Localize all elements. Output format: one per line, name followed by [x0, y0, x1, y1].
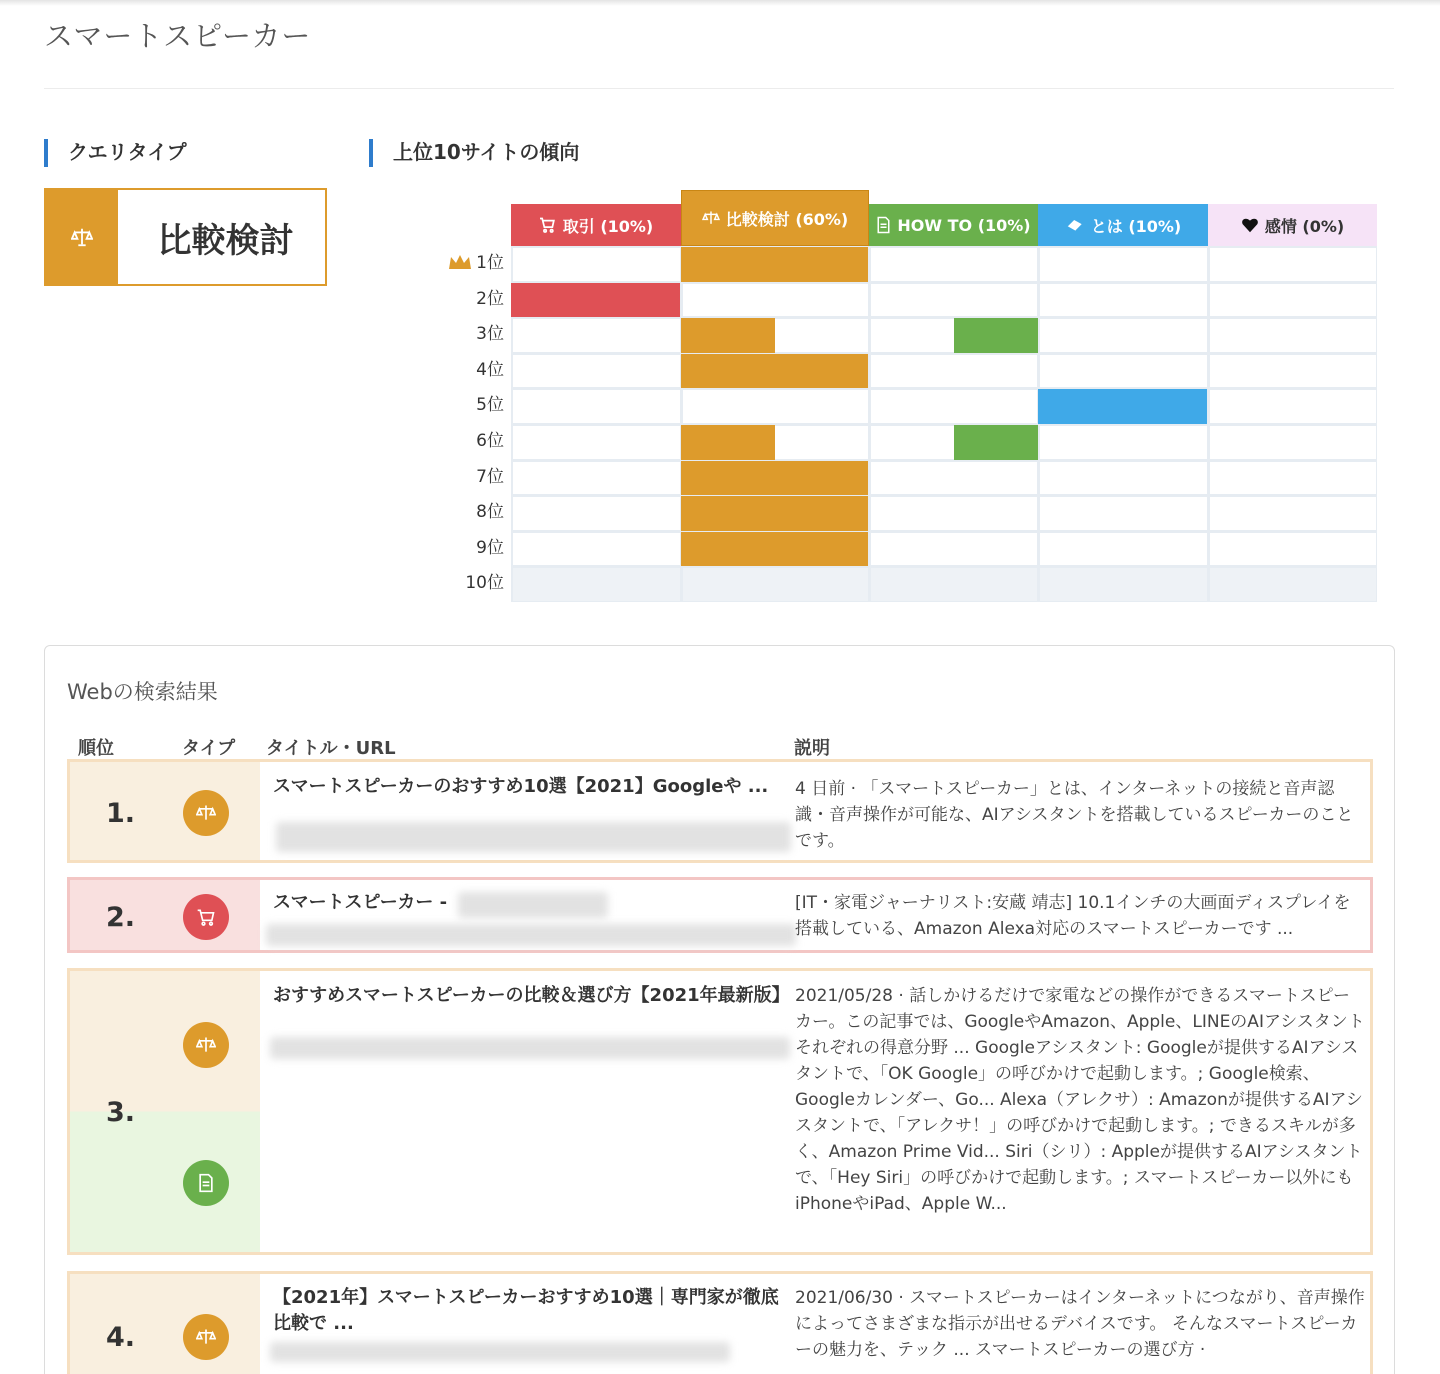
scale-icon [46, 190, 118, 284]
grid-cell [683, 284, 868, 317]
column-header-howto [869, 204, 1038, 246]
trend-bar-compare [681, 354, 868, 389]
result-rank: 1. [106, 798, 136, 829]
grid-cell [513, 533, 680, 566]
trend-bar-compare [681, 247, 868, 282]
result-row [67, 759, 1373, 863]
blurred-url [270, 1342, 730, 1362]
title-divider [44, 88, 1394, 89]
document-icon [876, 216, 891, 234]
cart-icon [183, 894, 229, 940]
trend-bar-whatis [1038, 389, 1207, 424]
rank-cell [70, 971, 260, 1252]
query-type-card [44, 188, 327, 286]
column-header-label: とは (10%) [1090, 216, 1182, 236]
web-results-panel [44, 645, 1395, 1374]
rank-label: 9位 [476, 537, 504, 558]
grid-cell [871, 284, 1037, 317]
rank-label: 3位 [476, 324, 504, 345]
grid-cell [683, 390, 868, 423]
top-shadow [0, 0, 1440, 6]
result-rank: 4. [106, 1322, 136, 1353]
rank-cell [70, 1274, 260, 1374]
grid-cell [1040, 533, 1207, 566]
rank-label: 4位 [476, 359, 504, 380]
grid-cell [513, 497, 680, 530]
blurred-domain [458, 892, 608, 918]
trend-bar-transaction [511, 283, 680, 318]
rank-label: 2位 [476, 288, 504, 309]
trend-grid [511, 246, 1377, 602]
grid-cell [513, 319, 680, 352]
grid-cell [1040, 462, 1207, 495]
results-title: Webの検索結果 [67, 680, 218, 704]
column-header-compare [681, 190, 869, 246]
scale-icon [702, 210, 720, 226]
trend-bar-compare [681, 496, 868, 531]
header-rank: 順位 [78, 738, 114, 759]
header-type: タイプ [182, 738, 236, 759]
grid-cell [513, 568, 680, 601]
grid-cell [1040, 497, 1207, 530]
result-title-link[interactable]: スマートスピーカーのおすすめ10選【2021】Googleや ... [273, 776, 769, 797]
grid-cell [513, 355, 680, 388]
rank-label: 5位 [476, 395, 504, 416]
result-rank: 3. [106, 1097, 136, 1128]
rank-cell [70, 880, 260, 950]
grid-cell [513, 462, 680, 495]
trend-bar-howto [954, 425, 1038, 460]
grid-cell [513, 390, 680, 423]
grid-cell [871, 462, 1037, 495]
grid-cell [1210, 426, 1376, 459]
result-description: 2021/06/30 · スマートスピーカーはインターネットにつながり、音声操作によってさまざまな指示が出せるデバイスです。 そんなスマートスピーカーの魅力を、テック ... スマートスピーカーの選び方 · [795, 1288, 1365, 1360]
grid-cell [1210, 390, 1376, 423]
result-row [67, 1271, 1373, 1374]
result-description: [IT・家電ジャーナリスト:安蔵 靖志] 10.1インチの大画面ディスプレイを搭載している、Amazon Alexa対応のスマートスピーカーです ... [795, 893, 1351, 939]
result-title-link[interactable]: おすすめスマートスピーカーの比較＆選び方【2021年最新版】 [273, 985, 790, 1006]
result-title-link[interactable]: 【2021年】スマートスピーカーおすすめ10選｜専門家が徹底比較で ... [273, 1287, 779, 1334]
eraser-icon [1065, 217, 1085, 233]
blurred-url [276, 822, 791, 852]
grid-cell [1210, 497, 1376, 530]
rank-label: 7位 [476, 466, 504, 487]
grid-cell [1040, 248, 1207, 281]
rank-label: 10位 [465, 573, 504, 594]
document-icon [183, 1160, 229, 1206]
grid-cell [513, 426, 680, 459]
column-header-whatis [1038, 204, 1208, 246]
trend-bar-compare [681, 318, 775, 353]
result-description: 4 日前 · 「スマートスピーカー」とは、インターネットの接続と音声認識・音声操作が可能な、AIアシスタントを搭載しているスピーカーのことです。 [795, 779, 1354, 851]
result-description: 2021/05/28 · 話しかけるだけで家電などの操作ができるスマートスピーカー。この記事では、GoogleやAmazon、Apple、LINEのAIアシスタントそれぞれの得意分野 ... Googleアシスタント: Googleが提供するAIアシスタントで、「OK Google」の呼びかけで起動します。; Google検索、Googleカレンダー、Go... Alexa（アレクサ）: Amazonが提供するAIアシスタントで、「アレクサ！」の呼びかけで起動します。; できるスキルが多く、Amazon Prime Vid... Siri（シリ）: Appleが提供するAIアシスタントで、「Hey Siri」の呼びかけで起動します。; スマートスピーカー以外にもiPhoneやiPad、Apple W... [795, 986, 1365, 1214]
trend-heading: 上位10サイトの傾向 [369, 138, 579, 166]
column-header-label: 感情 (0%) [1264, 216, 1345, 236]
grid-cell [871, 568, 1037, 601]
cart-icon [539, 217, 557, 233]
scale-icon [183, 1314, 229, 1360]
header-description: 説明 [794, 738, 830, 759]
grid-cell [1210, 248, 1376, 281]
scale-icon [183, 1022, 229, 1068]
rank-label: 1位 [476, 253, 504, 273]
grid-cell [871, 497, 1037, 530]
page-title: スマートスピーカー [44, 19, 312, 53]
grid-cell [1040, 319, 1207, 352]
scale-icon [183, 790, 229, 836]
blurred-url [266, 924, 796, 946]
rank-label: 8位 [476, 502, 504, 523]
query-type-heading: クエリタイプ [44, 138, 187, 166]
grid-cell [1040, 568, 1207, 601]
grid-cell [871, 248, 1037, 281]
column-header-label: 取引 (10%) [562, 216, 654, 236]
grid-cell [1210, 568, 1376, 601]
grid-cell [1040, 284, 1207, 317]
rank-label: 6位 [476, 431, 504, 451]
trend-chart [440, 190, 1380, 606]
column-header-label: HOW TO (10%) [897, 215, 1031, 235]
grid-cell [1210, 319, 1376, 352]
result-title-link[interactable]: スマートスピーカー - [273, 892, 448, 913]
trend-bar-compare [681, 461, 868, 496]
heart-icon [1241, 217, 1259, 233]
grid-cell [1210, 355, 1376, 388]
trend-bar-howto [954, 318, 1038, 353]
grid-cell [871, 355, 1037, 388]
grid-cell [1040, 355, 1207, 388]
grid-cell [1210, 284, 1376, 317]
grid-cell [1210, 533, 1376, 566]
grid-cell [871, 390, 1037, 423]
grid-cell [683, 568, 868, 601]
result-rank: 2. [106, 902, 136, 933]
rank-cell [70, 762, 260, 860]
trend-bar-compare [681, 532, 868, 567]
query-type-label: 比較検討 [157, 220, 294, 261]
header-title-url: タイトル・URL [266, 738, 396, 759]
column-header-label: 比較検討 (60%) [725, 209, 849, 229]
trend-bar-compare [681, 425, 775, 460]
grid-cell [513, 248, 680, 281]
result-row [67, 877, 1373, 953]
grid-cell [871, 533, 1037, 566]
result-row [67, 968, 1373, 1255]
blurred-url [270, 1037, 790, 1059]
grid-cell [1210, 462, 1376, 495]
grid-cell [1040, 426, 1207, 459]
column-header-transaction [511, 204, 681, 246]
column-header-emotion [1208, 204, 1377, 246]
